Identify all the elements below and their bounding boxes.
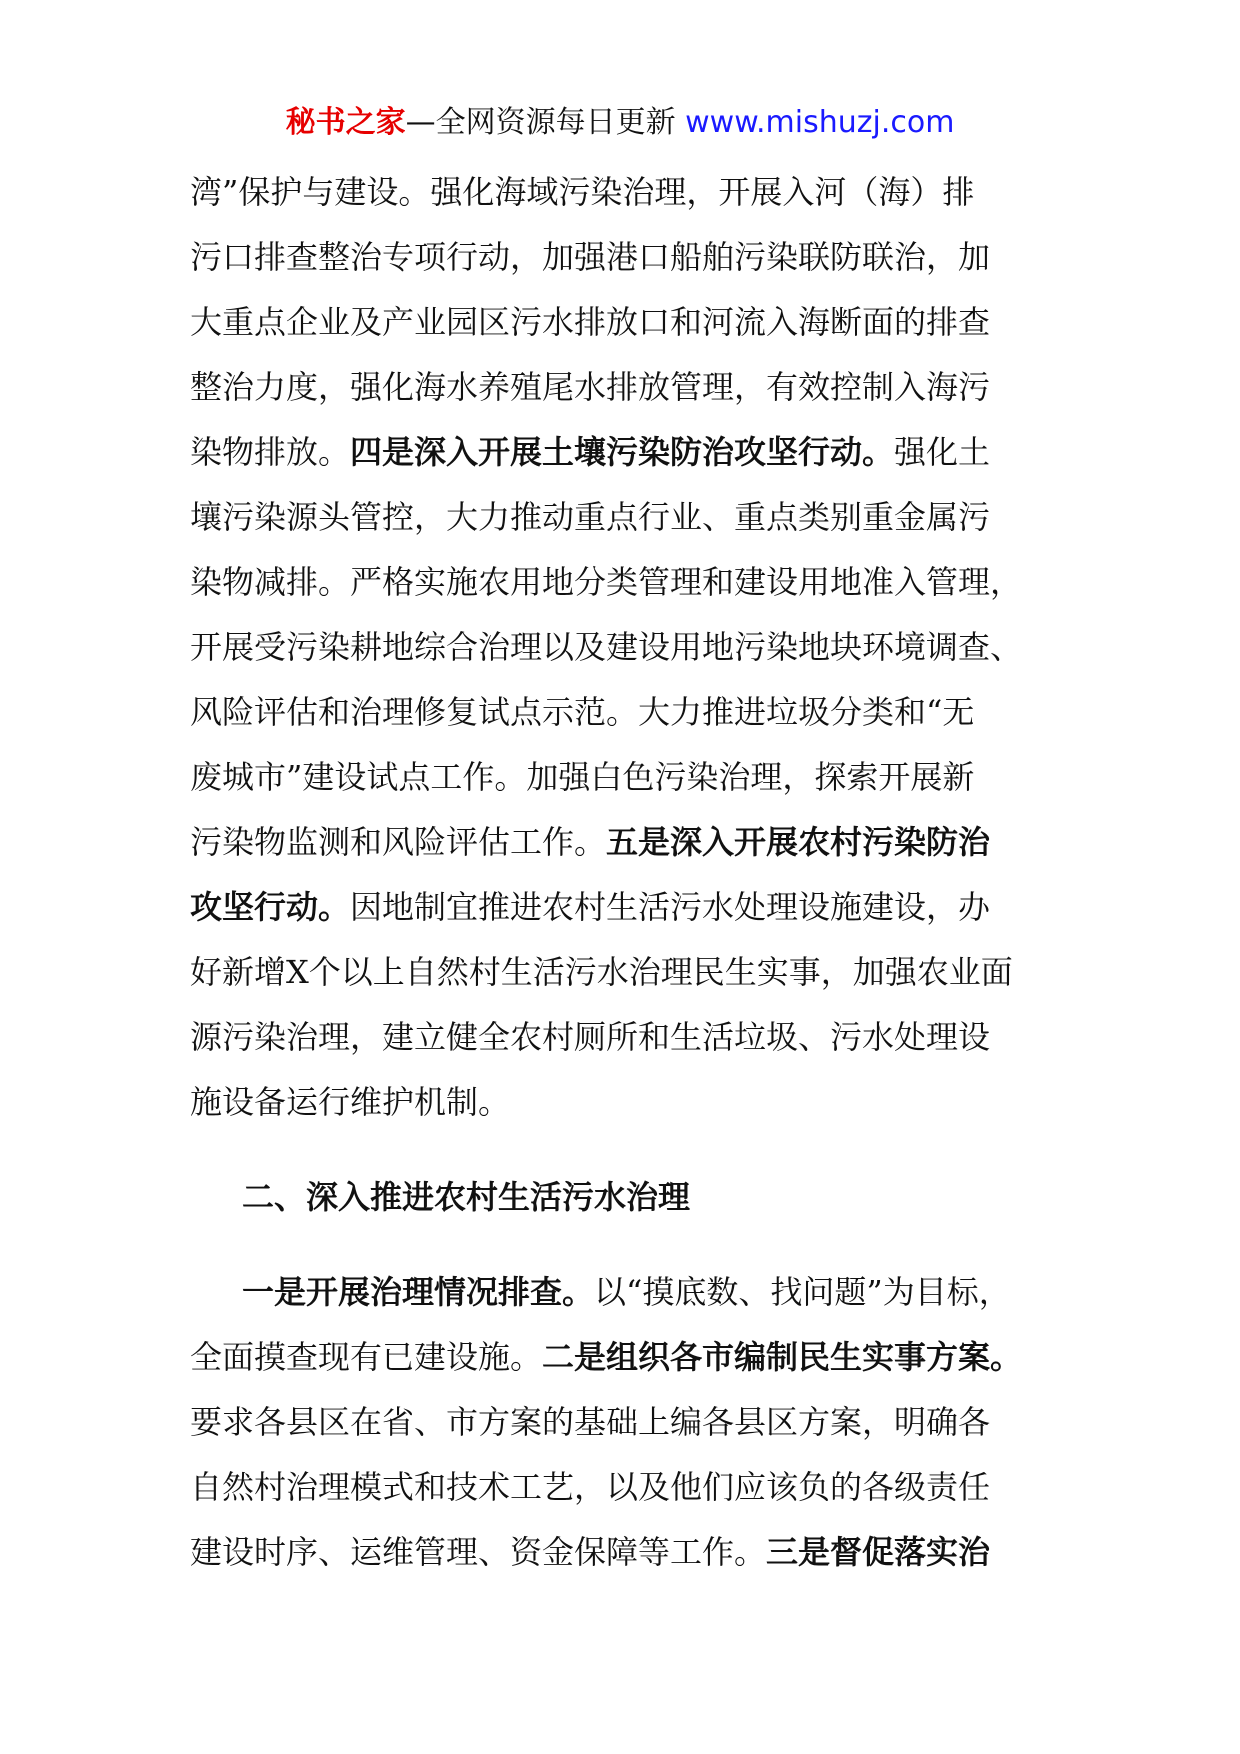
text-line: 好新增X个以上自然村生活污水治理民生实事，加强农业面 (190, 953, 1013, 991)
text-run: 建设时序、运维管理、资金保障等工作。 (190, 1533, 767, 1571)
bold-key-point: 二是组织各市编制民生实事方案。 (542, 1338, 1023, 1376)
text-line (190, 875, 1070, 940)
text-run: 以“摸底数、找问题”为目标， (594, 1273, 1011, 1311)
text-line (190, 810, 1070, 875)
document-body (190, 160, 1070, 1585)
bold-key-point: 四是深入开展土壤污染防治攻坚行动。 (350, 433, 895, 471)
text-line: 自然村治理模式和技术工艺，以及他们应该负的各级责任 (190, 1468, 991, 1506)
text-line (190, 1260, 1070, 1325)
bold-key-point: 五是深入开展农村污染防治 (606, 823, 991, 861)
bold-key-point: 一是开展治理情况排查。 (242, 1273, 595, 1311)
section-heading: 二、深入推进农村生活污水治理 (242, 1178, 691, 1216)
text-run: 因地制宜推进农村生活污水处理设施建设，办 (350, 888, 991, 926)
paragraph-gap (190, 1135, 1070, 1165)
bold-key-point: 三是督促落实治 (766, 1533, 991, 1571)
text-line (190, 1520, 1070, 1585)
bold-key-point: 攻坚行动。 (190, 888, 351, 926)
text-line: 风险评估和治理修复试点示范。大力推进垃圾分类和“无 (190, 693, 975, 731)
paragraph-gap (190, 1230, 1070, 1260)
text-line: 湾”保护与建设。强化海域污染治理，开展入河（海）排 (190, 173, 975, 211)
text-line: 施设备运行维护机制。 (190, 1083, 511, 1121)
text-line: 要求各县区在省、市方案的基础上编各县区方案，明确各 (190, 1403, 991, 1441)
site-header (0, 100, 1240, 146)
text-run: 染物排放。 (190, 433, 351, 471)
paragraph-2 (190, 1260, 1070, 1585)
header-slogan: —全网资源每日更新 (405, 105, 686, 140)
text-run: 全面摸查现有已建设施。 (190, 1338, 543, 1376)
text-line: 废城市”建设试点工作。加强白色污染治理，探索开展新 (190, 758, 975, 796)
text-line: 污口排查整治专项行动，加强港口船舶污染联防联治，加 (190, 238, 991, 276)
text-line (190, 420, 1070, 485)
text-line: 源污染治理，建立健全农村厕所和生活垃圾、污水处理设 (190, 1018, 991, 1056)
text-line: 整治力度，强化海水养殖尾水排放管理，有效控制入海污 (190, 368, 991, 406)
brand-name: 秘书之家 (285, 105, 406, 140)
text-line: 壤污染源头管控，大力推动重点行业、重点类别重金属污 (190, 498, 991, 536)
paragraph-1 (190, 160, 1070, 1135)
text-run: 强化土 (894, 433, 991, 471)
text-line: 大重点企业及产业园区污水排放口和河流入海断面的排查 (190, 303, 991, 341)
text-run: 污染物监测和风险评估工作。 (190, 823, 607, 861)
text-line: 染物减排。严格实施农用地分类管理和建设用地准入管理， (190, 563, 1023, 601)
text-line: 开展受污染耕地综合治理以及建设用地污染地块环境调查、 (190, 628, 1023, 666)
site-url-link[interactable]: www.mishuzj.com (685, 105, 955, 140)
text-line (190, 1325, 1070, 1390)
